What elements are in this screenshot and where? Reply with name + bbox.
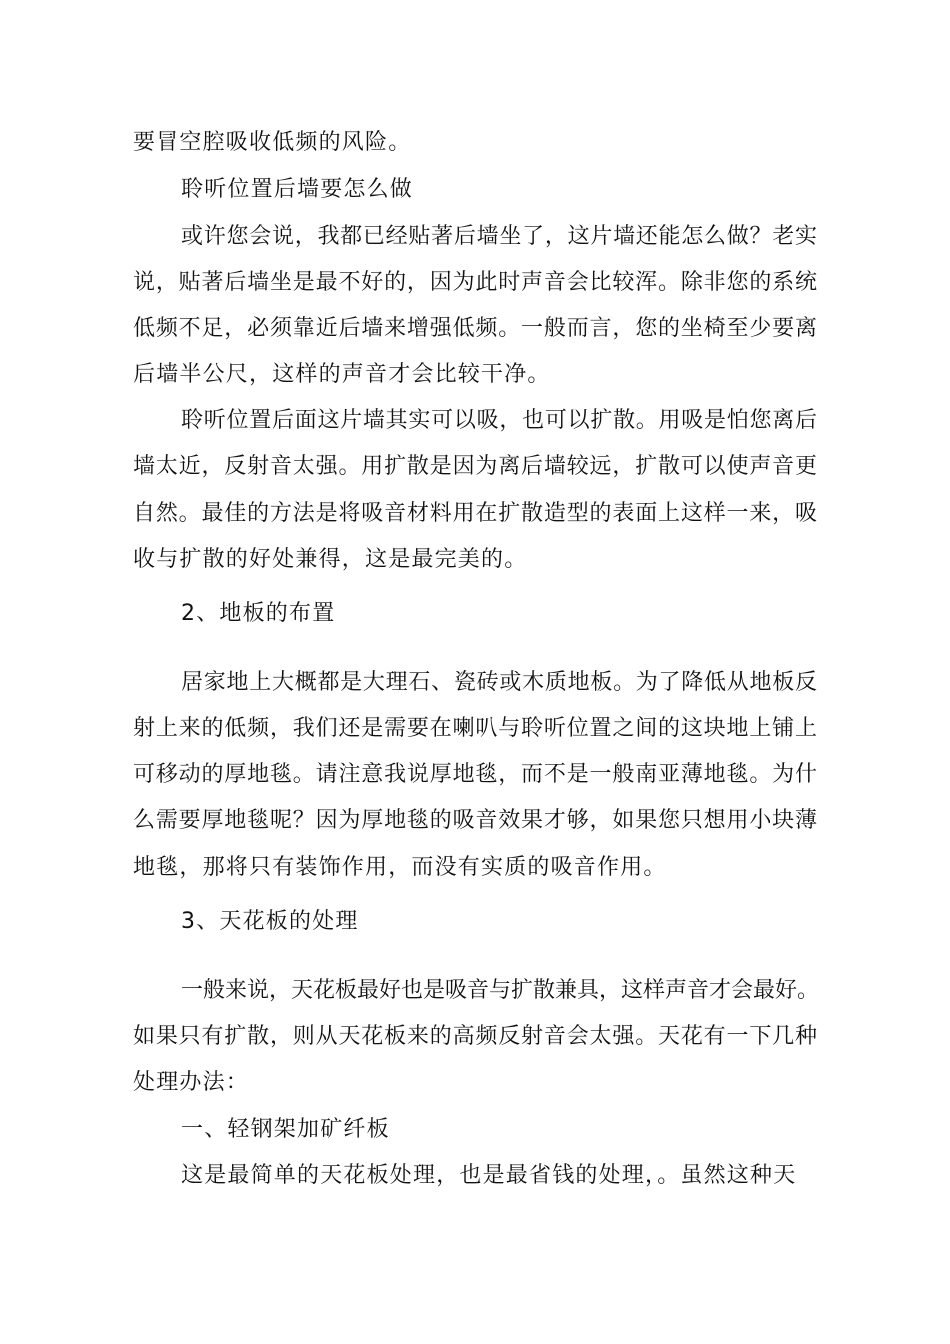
section-heading: 3、天花板的处理: [181, 909, 359, 934]
paragraph-line: 后墙半公尺，这样的声音才会比较干净。: [133, 362, 551, 387]
paragraph-line: 么需要厚地毯呢？因为厚地毯的吸音效果才够，如果您只想用小块薄: [133, 808, 817, 833]
paragraph-line: 可移动的厚地毯。请注意我说厚地毯，而不是一般南亚薄地毯。为什: [133, 762, 817, 787]
paragraph-line: 或许您会说，我都已经贴著后墙坐了，这片墙还能怎么做？老实: [181, 224, 817, 249]
paragraph-line: 说，贴著后墙坐是最不好的，因为此时声音会比较浑。除非您的系统: [133, 270, 817, 295]
section-heading: 2、地板的布置: [181, 601, 336, 626]
paragraph-line: 这是最简单的天花板处理，也是最省钱的处理，。虽然这种天: [181, 1163, 797, 1188]
paragraph-line: 地毯，那将只有装饰作用，而没有实质的吸音作用。: [133, 855, 667, 880]
section-heading: 一、轻钢架加矿纤板: [181, 1117, 390, 1142]
paragraph-line: 如果只有扩散，则从天花板来的高频反射音会太强。天花有一下几种: [133, 1024, 817, 1049]
paragraph-line: 自然。最佳的方法是将吸音材料用在扩散造型的表面上这样一来，吸: [133, 501, 817, 526]
paragraph-line: 射上来的低频，我们还是需要在喇叭与聆听位置之间的这块地上铺上: [133, 716, 817, 741]
paragraph-line: 墙太近，反射音太强。用扩散是因为离后墙较远，扩散可以使声音更: [133, 454, 817, 479]
paragraph-line: 低频不足，必须靠近后墙来增强低频。一般而言，您的坐椅至少要离: [133, 316, 817, 341]
paragraph-line: 居家地上大概都是大理石、瓷砖或木质地板。为了降低从地板反: [181, 670, 817, 695]
paragraph-line: 要冒空腔吸收低频的风险。: [133, 130, 412, 155]
paragraph-line: 处理办法：: [133, 1070, 250, 1095]
paragraph-line: 聆听位置后面这片墙其实可以吸，也可以扩散。用吸是怕您离后: [181, 408, 817, 433]
paragraph-line: 收与扩散的好处兼得，这是最完美的。: [133, 547, 528, 572]
paragraph-line: 一般来说，天花板最好也是吸音与扩散兼具，这样声音才会最好。: [181, 978, 820, 1003]
section-heading: 聆听位置后墙要怎么做: [181, 177, 414, 202]
